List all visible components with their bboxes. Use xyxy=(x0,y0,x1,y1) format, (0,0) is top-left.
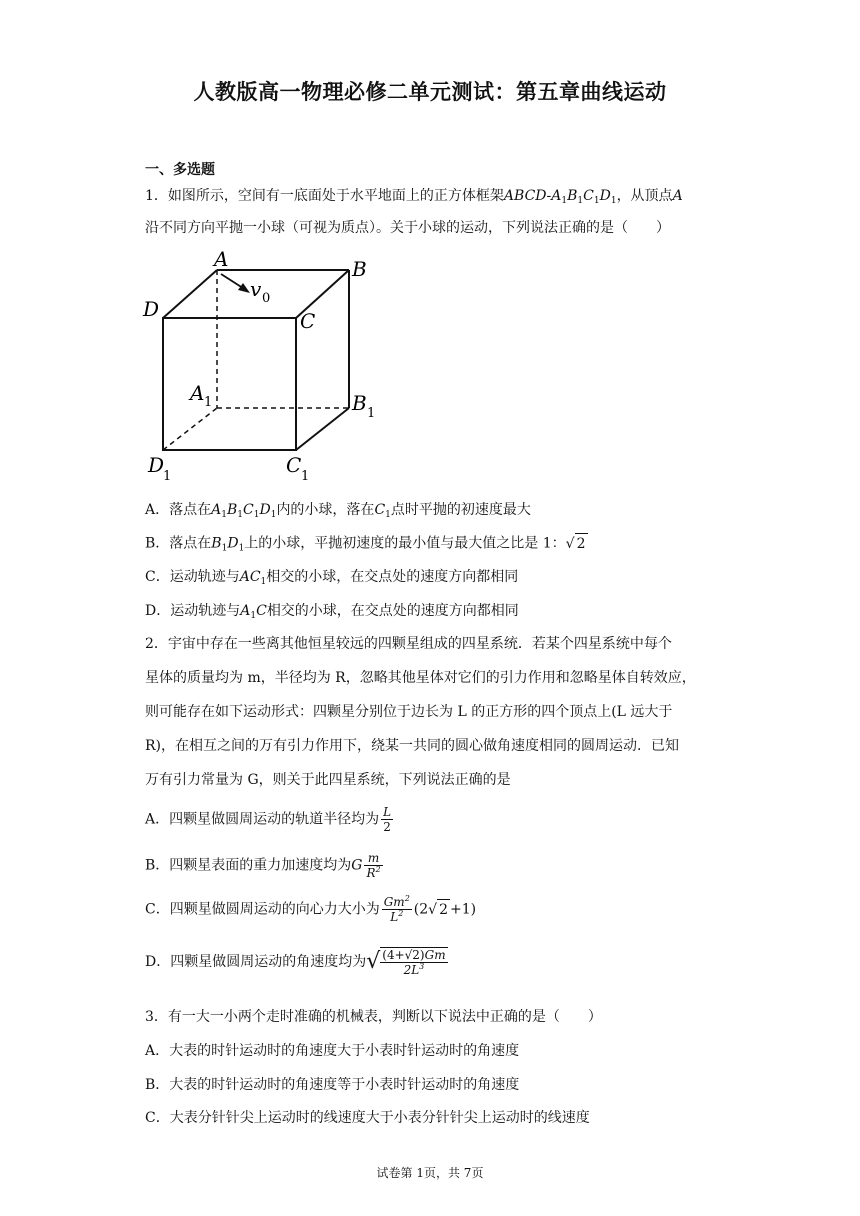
q3-option-a: A．大表的时针运动时的角速度大于小表时针运动时的角速度 xyxy=(145,1043,520,1059)
label-A: A xyxy=(214,250,229,271)
label-C: C xyxy=(300,309,316,333)
cube-figure xyxy=(140,250,390,490)
label-B: B xyxy=(352,257,367,281)
label-D1-sub: 1 xyxy=(163,469,172,484)
label-v0: v xyxy=(250,277,262,301)
label-B1-sub: 1 xyxy=(367,406,376,421)
label-B1: B xyxy=(352,391,367,415)
q1-stem-line2: 沿不同方向平抛一小球（可视为质点）。关于小球的运动，下列说法正确的是（ ） xyxy=(145,220,670,236)
q3-option-b: B．大表的时针运动时的角速度等于小表时针运动时的角速度 xyxy=(145,1077,520,1093)
q1-option-c: C．运动轨迹与$AC_1$相交的小球，在交点处的速度方向都相同 xyxy=(145,569,519,587)
label-A1-sub: 1 xyxy=(204,395,213,410)
q1-option-d: D．运动轨迹与$A_1C$相交的小球，在交点处的速度方向都相同 xyxy=(145,603,519,621)
page-footer: 试卷第 1页，共 7页 xyxy=(376,1166,484,1180)
label-D: D xyxy=(143,297,160,321)
q2-option-d: D．四颗星做圆周运动的角速度均为√ $\frac{(4+√2)Gm}{2L^3}$ xyxy=(145,948,446,977)
q2-stem-line2: 星体的质量均为 m，半径均为 R，忽略其他星体对它们的引力作用和忽略星体自转效应， xyxy=(145,670,696,686)
q2-option-c: C．四颗星做圆周运动的向心力大小为 $\frac{Gm^2}{L^2}$ (2√ 2 +1) xyxy=(145,894,477,924)
label-C1: C xyxy=(286,453,302,477)
q1-option-b: B．落点在$B_1D_1$上的小球，平抛初速度的最小值与最大值之比是 1：√ 2 xyxy=(145,533,588,554)
section-heading: 一、多选题 xyxy=(145,162,215,178)
label-v0-sub: 0 xyxy=(262,291,271,306)
q1-option-a: A．落点在$A_1B_1C_1D_1$内的小球，落在$C_1$点时平抛的初速度最大 xyxy=(145,502,531,520)
q2-stem-line3: 则可能存在如下运动形式：四颗星分别位于边长为 L 的正方形的四个顶点上(L 远大于 xyxy=(145,704,673,720)
page-title: 人教版高一物理必修二单元测试：第五章曲线运动 xyxy=(193,80,667,104)
q3-option-c: C．大表分针针尖上运动时的线速度大于小表分针针尖上运动时的线速度 xyxy=(145,1110,590,1126)
q1-stem-line1: 1．如图所示，空间有一底面处于水平地面上的正方体框架ABCD-$A_1B_1C_1D_1$，从顶点A xyxy=(145,188,683,206)
label-A1: A xyxy=(190,381,205,405)
q2-option-b: B．四颗星表面的重力加速度均为G $\frac{m}{R^2}$ xyxy=(145,851,381,880)
label-C1-sub: 1 xyxy=(301,469,310,484)
q2-stem-line5: 万有引力常量为 G，则关于此四星系统，下列说法正确的是 xyxy=(145,772,511,788)
q2-stem-line4: R)，在相互之间的万有引力作用下，绕某一共同的圆心做角速度相同的圆周运动．已知 xyxy=(145,738,680,754)
label-D1: D xyxy=(148,453,165,477)
q2-option-a: A．四颗星做圆周运动的轨道半径均为 $\frac{L}{2}$ xyxy=(145,805,392,834)
q3-stem: 3．有一大一小两个走时准确的机械表，判断以下说法中正确的是（ ） xyxy=(145,1009,602,1025)
q2-stem-line1: 2．宇宙中存在一些离其他恒星较远的四颗星组成的四星系统．若某个四星系统中每个 xyxy=(145,636,672,652)
